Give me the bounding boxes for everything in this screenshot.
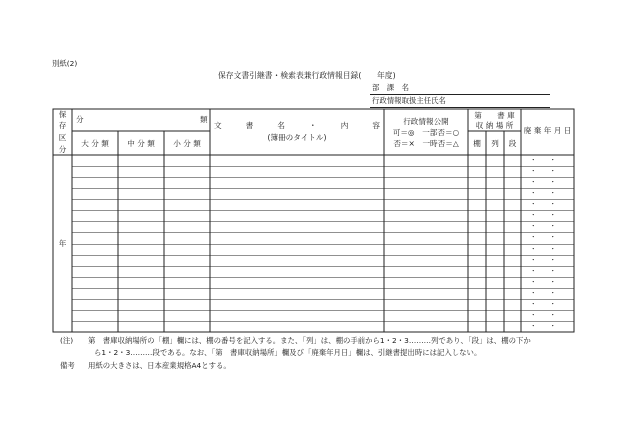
koukai-legend-line2: 否＝× 一時否＝△ — [393, 139, 459, 148]
bunsho-char-5: 内 — [340, 121, 349, 130]
bunrui-header-right: 類 — [200, 115, 208, 124]
haiki-date-placeholder: ・ ・ — [530, 321, 556, 330]
retsu-header: 列 — [491, 139, 499, 148]
officer-label: 行政情報取扱主任氏名 — [372, 96, 446, 105]
dan-header: 段 — [508, 139, 517, 148]
haiki-date-placeholder: ・ ・ — [530, 288, 556, 297]
haiki-date-header: 廃 棄 年 月 日 — [523, 126, 572, 135]
chu-bunrui-header: 中 分 類 — [127, 139, 155, 148]
note-line-2: ら1・2・3………段である。なお、「第 書庫収納場所」欄及び「廃棄年月日」欄は、引継書提出時には記入しない。 — [94, 348, 482, 357]
dept-label: 部 課 名 — [372, 83, 409, 92]
remark-prefix: 備考 — [60, 361, 75, 370]
haiki-date-placeholder: ・ ・ — [530, 189, 556, 198]
haiki-date-placeholder: ・ ・ — [530, 255, 556, 264]
attachment-label: 別紙(2) — [52, 59, 78, 68]
hozon-char-1: 保 — [58, 109, 67, 119]
haiki-date-placeholder: ・ ・ — [530, 156, 556, 164]
note-prefix: (注) — [60, 336, 74, 345]
haiki-date-placeholder: ・ ・ — [530, 310, 556, 319]
haiki-date-placeholder: ・ ・ — [530, 244, 556, 253]
shuno-header-line2: 収 納 場 所 — [475, 121, 514, 130]
bunsho-char-2: 書 — [245, 121, 254, 130]
bunsho-char-4: ・ — [309, 121, 317, 130]
bunrui-header-left: 分 — [76, 115, 84, 124]
shuno-header-line1: 第 書 庫 — [474, 111, 515, 120]
hozon-char-4: 分 — [58, 144, 67, 154]
haiki-date-placeholder: ・ ・ — [530, 211, 556, 220]
dai-bunrui-header: 大 分 類 — [81, 139, 109, 148]
document-title: 保存文書引継書・検索表兼行政情報目録( 年度) — [218, 71, 396, 80]
remark-text: 用紙の大きさは、日本産業規格A4とする。 — [88, 361, 231, 370]
haiki-date-placeholder: ・ ・ — [530, 266, 556, 275]
hozon-char-2: 存 — [58, 121, 67, 131]
haiki-date-placeholder: ・ ・ — [530, 299, 556, 308]
bunsho-char-3: 名 — [277, 121, 285, 130]
haiki-date-placeholder: ・ ・ — [530, 233, 556, 242]
note-line-1: 第 書庫収納場所の「棚」欄には、棚の番号を記入する。また、「列」は、棚の手前から1・2・3………列であり、「段」は、棚の下か — [88, 336, 531, 345]
haiki-date-placeholder: ・ ・ — [530, 200, 556, 209]
bunsho-mei-header — [214, 122, 380, 130]
year-mark: 年 — [58, 239, 67, 248]
haiki-date-placeholder: ・ ・ — [530, 178, 556, 187]
koukai-header-title: 行政情報公開 — [403, 117, 449, 126]
bunsho-subtitle: (簿冊のタイトル) — [267, 133, 327, 142]
hozon-kubun-header — [53, 111, 72, 153]
bunsho-char-1: 文 — [214, 121, 222, 130]
sho-bunrui-header: 小 分 類 — [173, 139, 201, 148]
haiki-date-placeholder: ・ ・ — [530, 277, 556, 286]
bunsho-char-6: 容 — [372, 121, 380, 130]
haiki-date-placeholder: ・ ・ — [530, 222, 556, 231]
koukai-legend-line1: 可＝◎ 一部否＝○ — [392, 128, 460, 137]
tana-header: 棚 — [473, 139, 481, 148]
hozon-char-3: 区 — [58, 133, 67, 142]
haiki-date-placeholder: ・ ・ — [530, 167, 556, 176]
